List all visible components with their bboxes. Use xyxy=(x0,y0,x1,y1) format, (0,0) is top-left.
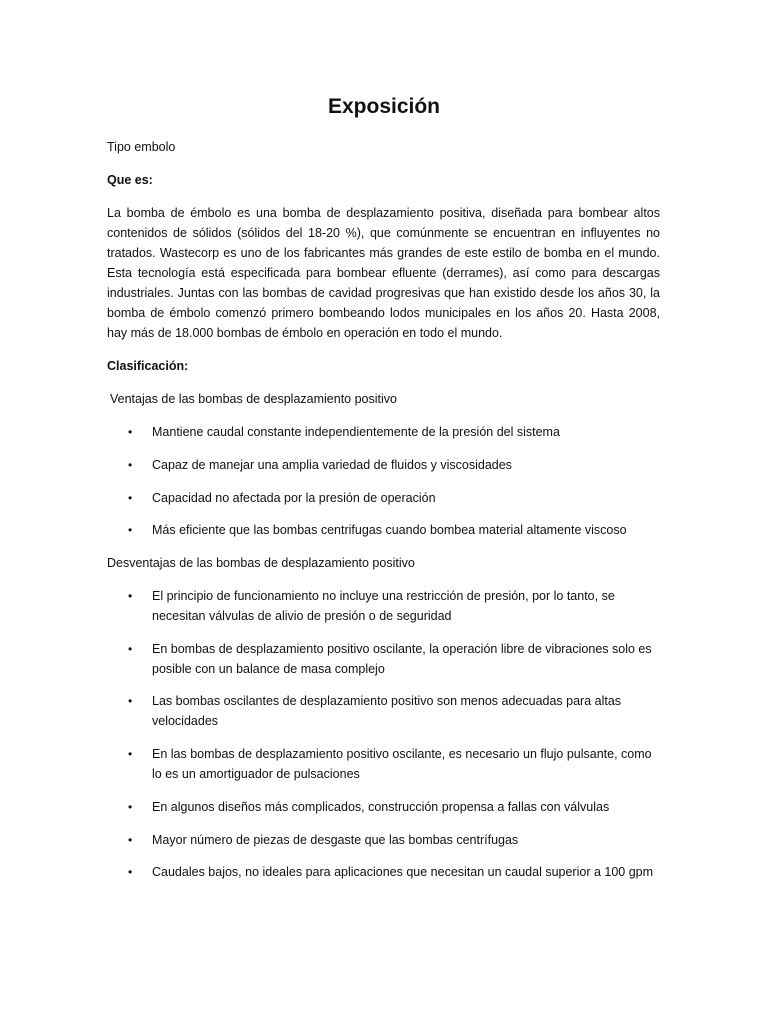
list-item-text: En bombas de desplazamiento positivo oscilante, la operación libre de vibraciones solo es posible con un balance de masa complejo xyxy=(152,642,652,676)
disadvantages-heading: Desventajas de las bombas de desplazamiento positivo xyxy=(107,556,415,570)
bullet-icon: • xyxy=(128,642,133,656)
list-item-text: Más eficiente que las bombas centrifugas cuando bombea material altamente viscoso xyxy=(152,523,627,537)
list-item-text: El principio de funcionamiento no incluye una restricción de presión, por lo tanto, se necesitan válvulas de alivio de presión o de seguridad xyxy=(152,589,615,623)
list-item-text: En las bombas de desplazamiento positivo oscilante, es necesario un flujo pulsante, como lo es un amortiguador de pulsaciones xyxy=(152,747,652,781)
list-item-text: Las bombas oscilantes de desplazamiento positivo son menos adecuadas para altas velocidades xyxy=(152,694,622,728)
what-is-heading: Que es: xyxy=(107,173,153,187)
list-item-text: Mantiene caudal constante independientemente de la presión del sistema xyxy=(152,425,560,439)
bullet-icon: • xyxy=(128,589,133,603)
bullet-icon: • xyxy=(128,800,133,814)
list-item-text: Caudales bajos, no ideales para aplicaciones que necesitan un caudal superior a 100 gpm xyxy=(152,865,654,879)
bullet-icon: • xyxy=(128,491,133,505)
type-label: Tipo embolo xyxy=(107,140,176,154)
classification-heading: Clasificación: xyxy=(107,359,189,373)
list-item-text: Capaz de manejar una amplia variedad de fluidos y viscosidades xyxy=(152,458,512,472)
list-item-text: Mayor número de piezas de desgaste que las bombas centrífugas xyxy=(152,833,519,847)
list-item-text: En algunos diseños más complicados, construcción propensa a fallas con válvulas xyxy=(152,800,610,814)
bullet-icon: • xyxy=(128,694,133,708)
bullet-icon: • xyxy=(128,747,133,761)
bullet-icon: • xyxy=(128,865,133,879)
list-item-text: Capacidad no afectada por la presión de operación xyxy=(152,491,436,505)
advantages-heading: Ventajas de las bombas de desplazamiento positivo xyxy=(110,392,397,406)
description-paragraph: La bomba de émbolo es una bomba de desplazamiento positiva, diseñada para bombear altos contenidos de sólidos (sólidos del 18-20 %), que comúnmente se encuentran en influyentes no tratados. Wastecorp es uno de los fabricantes más grandes de este estilo de bomba en el mundo. Esta tecnología está especificada para bombear efluente (derrames), así como para descargas industriales. Juntas con las bombas de cavidad progresivas que han existido desde los años 30, la bomba de émbolo comenzó primero bombeando lodos municipales en los años 20. Hasta 2008, hay más de 18.000 bombas de émbolo en operación en todo el mundo. xyxy=(107,206,660,340)
document-title: Exposición xyxy=(327,95,441,118)
bullet-icon: • xyxy=(128,523,133,537)
bullet-icon: • xyxy=(128,458,133,472)
bullet-icon: • xyxy=(128,833,133,847)
bullet-icon: • xyxy=(128,425,133,439)
